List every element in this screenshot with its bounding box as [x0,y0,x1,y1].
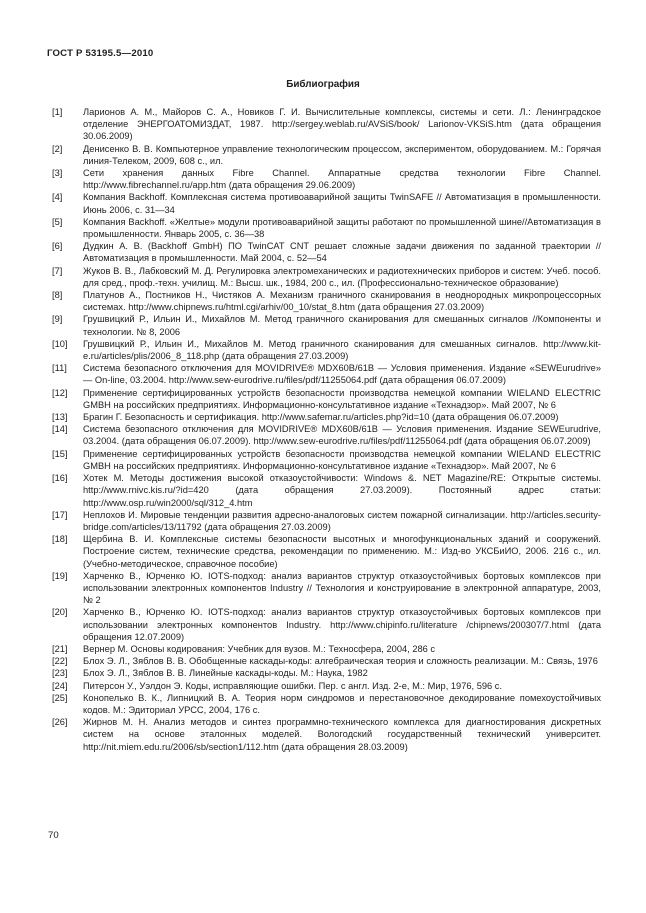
entry-number: [2] [52,143,63,154]
entry-text: Вернер М. Основы кодирования: Учебник для вузов. М.: Техносфера, 2004, 286 с [83,643,436,654]
entry-text: Система безопасного отключения для MOVIDRIVE® MDX60B/61B — Условия применения. Издание «SEWEurudrive» — On-line, 03.2004. http://www.sew-eurodrive.ru/files/pdf/11255064.pdf (дата обращения 06.07.2009) [83,363,601,386]
bibliography-entry [52,191,601,215]
bibliography-entry [52,167,601,191]
bibliography-list [52,106,601,753]
entry-number: [7] [52,265,63,276]
bibliography-entry [52,680,601,692]
entry-number: [25] [52,692,68,703]
entry-number: [16] [52,473,68,484]
entry-text: Компания Backhoff. «Желтые» модули противоаварийной защиты работают по промышленной шине//Автоматизация в промышленности. Январь 2005, с. 36—38 [83,216,601,240]
entry-number: [5] [52,216,63,227]
bibliography-entry [52,289,601,313]
bibliography-entry [52,216,601,240]
bibliography-entry [52,655,601,667]
bibliography-entry [52,387,601,411]
bibliography-entry [52,143,601,167]
entry-number: [19] [52,570,68,581]
bibliography-entry [52,643,601,655]
page-title: Библиография [286,79,360,90]
entry-text: Ларионов А. М., Майоров С. А., Новиков Г. И. Вычислительные комплексы, системы и сети. Л.: Ленинградское отделение ЭНЕРГОАТОМИЗДАТ, 1987. http://sergey.weblab.ru/AVSiS/book/ Larionov-VKSiS.htm (дата обращения 30.06.2009) [83,107,601,142]
entry-text: Неплохов И. Мировые тенденции развития адресно-аналоговых систем пожарной сигнализации. http://articles.security-bridge.com/articles/13/11792 (дата обращения 27.03.2009) [83,509,601,532]
bibliography-entry [52,667,601,679]
entry-number: [10] [52,338,68,349]
bibliography-entry [52,570,601,607]
document-standard-code: ГОСТ Р 53195.5—2010 [47,48,154,59]
entry-number: [6] [52,241,63,252]
bibliography-entry [52,106,601,143]
entry-number: [22] [52,656,68,667]
entry-number: [12] [52,387,68,398]
entry-number: [24] [52,680,68,691]
page-number: 70 [48,830,59,841]
entry-number: [15] [52,448,68,459]
entry-text: Грушвицкий Р., Ильин И., Михайлов М. Метод граничного сканирования для смешанных сигналов //Компоненты и технологии. № 8, 2006 [83,314,601,337]
entry-number: [14] [52,424,68,435]
entry-text: Применение сертифицированных устройств безопасности производства немецкой компании WIELAND ELECTRIC GMBH на российских предприятиях. Информационно-консультативное издание «Технадзор». Май 2007, № 6 [83,387,601,410]
entry-text: Щербина В. И. Комплексные системы безопасности высотных и многофункциональных зданий и сооружений. Построение систем, технические средства, рекомендации по применению. М.: Изд-во УКСБиИО, 2006. 216 с., ил. (Учебно-методическое, справочное пособие) [83,534,601,569]
entry-text: Сети хранения данных Fibre Channel. Аппаратные средства технологии Fibre Channel. http://www.fibrechannel.ru/app.htm (дата обращения 29.06.2009) [83,168,601,191]
entry-text: Жуков В. В., Лабковский М. Д. Регулировка электромеханических и радиотехнических приборов и систем: Учеб. пособ. для сред., проф.-техн. училищ. М.: Высш. шк., 1984, 200 с., ил. (Профессионально-техническое образование) [83,265,601,288]
entry-text: Брагин Г. Безопасность и сертификация. http://www.safemar.ru/articles.php?id=10 (дата обращения 06.07.2009) [83,412,559,423]
entry-text: Денисенко В. В. Компьютерное управление технологическим процессом, экспериментом, оборудованием. М.: Горячая линия-Телеком, 2009, 608 с., ил. [83,143,601,166]
bibliography-entry [52,411,601,423]
entry-text: Грушвицкий Р., Ильин И., Михайлов М. Метод граничного сканирования для смешанных сигналов. http://www.kit-e.ru/articles/plis/2006_8_118.php (дата обращения 27.03.2009) [83,338,601,362]
bibliography-entry [52,509,601,533]
bibliography-entry [52,533,601,570]
entry-text: Система безопасного отключения для MOVIDRIVE® MDX60B/61B — Условия применения. Издание SEWEurudrive, 03.2004. (дата обращения 06.07.2009). http://www.sew-eurodrive.ru/files/pdf/11255064.pdf (дата обращения 06.07.2009) [83,424,601,447]
entry-number: [8] [52,290,63,301]
bibliography-entry [52,606,601,643]
bibliography-entry [52,313,601,337]
entry-number: [21] [52,643,68,654]
bibliography-entry [52,716,601,753]
bibliography-entry [52,362,601,386]
entry-text: Компания Backhoff. Комплексная система противоаварийной защиты TwinSAFE // Автоматизация в промышленности. Июнь 2006, с. 31—34 [83,192,601,215]
entry-text: Применение сертифицированных устройств безопасности производства немецкой компании WIELAND ELECTRIC GMBH на российских предприятиях. Информационно-консультативное издание «Технадзор». Май 2007, № 6 [83,448,601,471]
entry-number: [11] [52,363,67,374]
entry-text: Хотек М. Методы достижения высокой отказоустойчивости: Windows &. NET Magazine/RE: Открытые системы. http://www.rnivc.kis.ru/?id=420 (дата обращения 27.03.2009). Постоянный адрес статьи: http://www.osp.ru/win2000/sql/312_4.htm [83,473,601,508]
entry-text: Блох Э. Л., Зяблов В. В. Обобщенные каскады-коды: алгебраическая теория и сложность реализации. М.: Связь, 1976 [83,656,598,667]
bibliography-entry [52,265,601,289]
entry-number: [3] [52,168,63,179]
bibliography-entry [52,338,601,362]
entry-text: Питерсон У., Уэлдон Э. Коды, исправляющие ошибки. Пер. с англ. Изд. 2-е, М.: Мир, 1976, 596 с. [83,680,503,691]
entry-number: [17] [52,509,68,520]
entry-number: [26] [52,717,68,728]
entry-text: Блох Э. Л., Зяблов В. В. Линейные каскады-коды. М.: Наука, 1982 [83,668,368,679]
bibliography-entry [52,692,601,716]
bibliography-entry [52,240,601,264]
entry-number: [1] [52,107,63,117]
entry-number: [23] [52,668,68,679]
entry-number: [9] [52,314,63,325]
entry-text: Платунов А., Постников Н., Чистяков А. Механизм граничного сканирования в неоднородных микропроцессорных системах. http://www.chipnews.ru/html.cgi/arhiv/00_10/stat_8.htm (дата обращения 27.03.2009) [83,290,601,313]
entry-number: [13] [52,412,68,423]
entry-text: Дудкин А. В. (Backhoff GmbH) ПО TwinCAT CNT решает сложные задачи движения по заданной траектории //Автоматизация в промышленности. Май 2004, с. 52—54 [83,241,601,264]
entry-text: Жирнов М. Н. Анализ методов и синтез программно-технического комплекса для диагностирования дискретных систем на основе эталонных моделей. Вологодский государственный технический университет. http://nit.miem.edu.ru/2006/sb/section1/112.htm (дата обращения 28.03.2009) [83,717,601,752]
bibliography-entry [52,472,601,509]
bibliography-entry [52,423,601,447]
entry-number: [20] [52,607,68,618]
bibliography-entry [52,448,601,472]
entry-text: Харченко В., Юрченко Ю. IOTS-подход: анализ вариантов структур отказоустойчивых бортовых комплексов при использовании электронных компонентов Industry // Технология и конструирование в электронной аппаратуре, 2003, № 2 [83,570,601,606]
entry-number: [4] [52,192,63,203]
entry-text: Харченко В., Юрченко Ю. IOTS-подход: анализ вариантов структур отказоустойчивых бортовых комплексов при использовании электронных компонентов Industry. http://www.chipinfo.ru/literature /chipnews/200307/7.html (дата обращения 12.07.2009) [83,607,601,642]
entry-text: Конопелько В. К., Липницкий В. А. Теория норм синдромов и перестановочное декодирование помехоустойчивых кодов. М.: Эдиториал УРСС, 2004, 176 с. [83,692,601,715]
entry-number: [18] [52,534,68,545]
